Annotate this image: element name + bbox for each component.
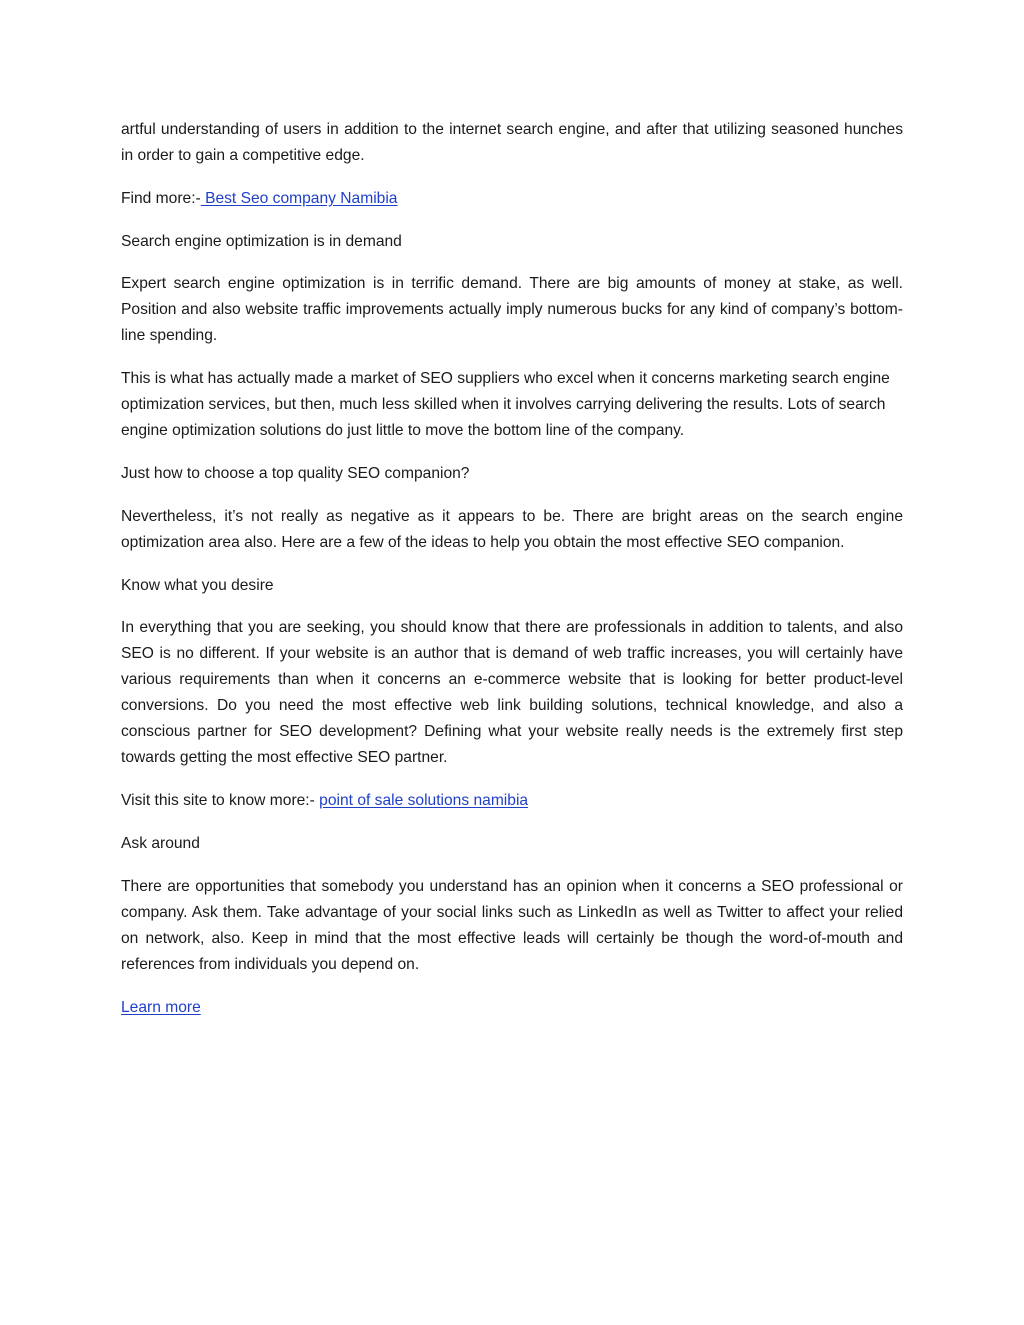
best-seo-company-link[interactable]: Best Seo company Namibia xyxy=(200,189,398,207)
heading-know: Know what you desire xyxy=(121,576,274,594)
paragraph-demand: Expert search engine optimization is in terrific demand. There are big amounts of money at stake, as well. Position and also website traffic improvements actually imply numerous bucks for any kind of company’s bottom-line spending. xyxy=(121,275,903,345)
learn-more-line xyxy=(121,995,903,1021)
learn-more-link[interactable]: Learn more xyxy=(121,998,201,1016)
heading-ask: Ask around xyxy=(121,834,200,852)
visit-prefix: Visit this site to know more:- xyxy=(121,792,320,810)
heading-choose: Just how to choose a top quality SEO companion? xyxy=(121,464,470,482)
paragraph-everything: In everything that you are seeking, you should know that there are professionals in addition to talents, and also SEO is no different. If your website is an author that is demand of web traffic increases, you will certainly have various requirements than when it concerns an e-commerce website that is looking for better product-level conversions. Do you need the most effective web link building solutions, technical knowledge, and also a conscious partner for SEO development? Defining what your website really needs is the extremely first step towards getting the most effective SEO partner. xyxy=(121,619,903,767)
find-more-prefix: Find more:- xyxy=(121,189,201,207)
paragraph-opportunities: There are opportunities that somebody you understand has an opinion when it concerns a SEO professional or company. Ask them. Take advantage of your social links such as LinkedIn as well as Twitter to affect your relied on network, also. Keep in mind that the most effective leads will certainly be though the word-of-mouth and references from individuals you depend on. xyxy=(121,877,903,973)
document-page xyxy=(121,117,903,1037)
paragraph-nevertheless: Nevertheless, it’s not really as negative as it appears to be. There are bright areas on the search engine optimization area also. Here are a few of the ideas to help you obtain the most effective SEO companion. xyxy=(121,507,903,551)
find-more-line xyxy=(121,186,903,212)
visit-line xyxy=(121,788,903,814)
point-of-sale-link[interactable]: point of sale solutions namibia xyxy=(319,792,529,810)
paragraph-market: This is what has actually made a market of SEO suppliers who excel when it concerns marketing search engine optimization services, but then, much less skilled when it involves carrying delivering the results. Lots of search engine optimization solutions do just little to move the bottom line of the company. xyxy=(121,370,890,440)
paragraph-intro: artful understanding of users in addition to the internet search engine, and after that utilizing seasoned hunches in order to gain a competitive edge. xyxy=(121,121,903,164)
heading-demand: Search engine optimization is in demand xyxy=(121,232,402,250)
